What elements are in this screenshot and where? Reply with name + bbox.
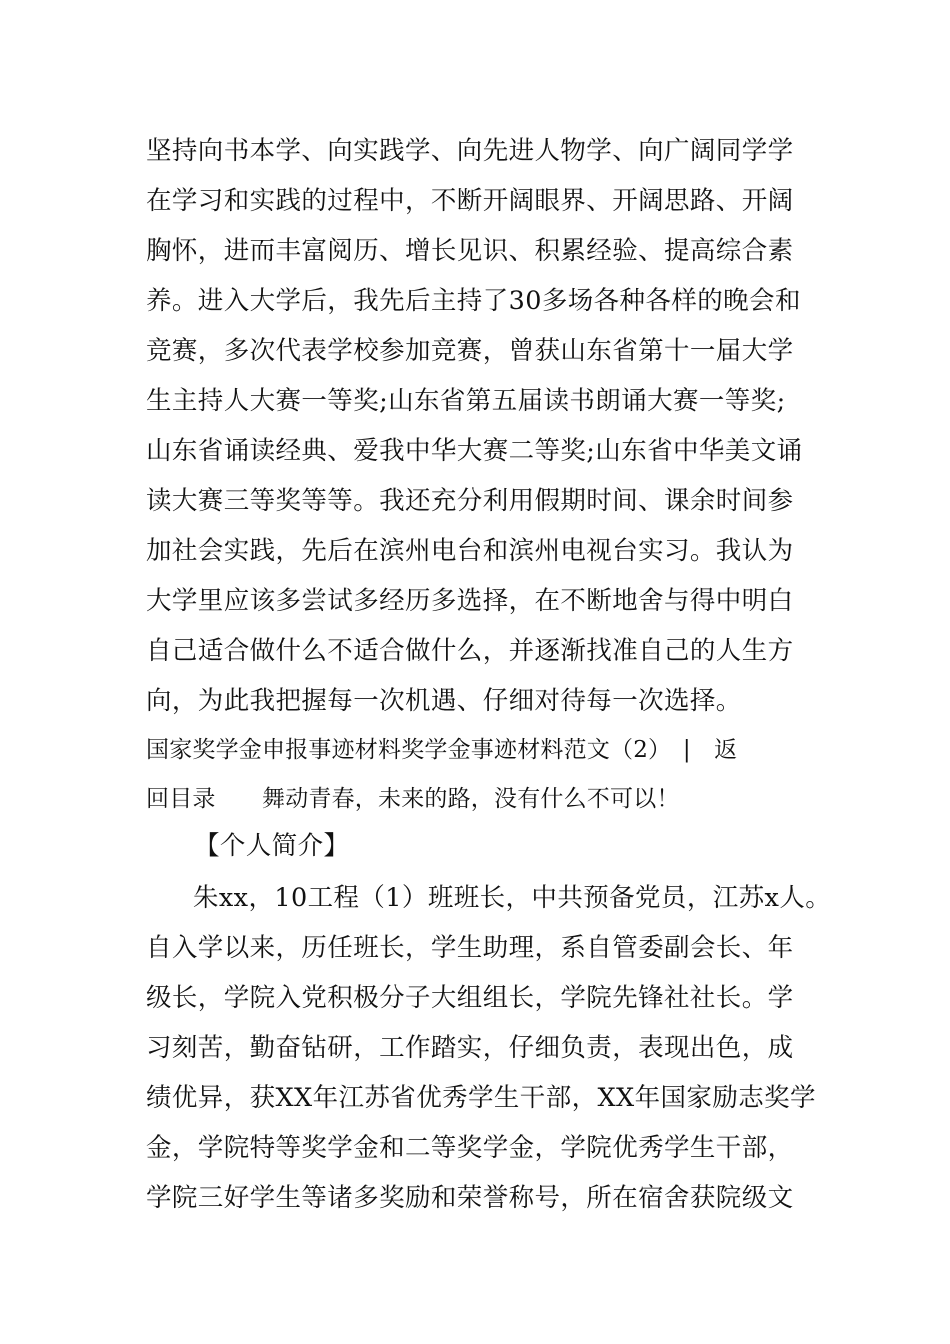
paragraph-line: 坚持向书本学、向实践学、向先进人物学、向广阔同学学 [146, 136, 794, 166]
paragraph-line: 金，学院特等奖学金和二等奖学金，学院优秀学生干部， [146, 1133, 794, 1163]
paragraph-line: 加社会实践，先后在滨州电台和滨州电视台实习。我认为 [146, 536, 794, 566]
article-subtitle: 回目录 舞动青春，未来的路，没有什么不可以！ [146, 786, 680, 812]
paragraph-line: 山东省诵读经典、爱我中华大赛二等奖;山东省中华美文诵 [146, 436, 803, 466]
paragraph-line: 自入学以来，历任班长，学生助理，系自管委副会长、年 [146, 933, 794, 963]
paragraph-line: 读大赛三等奖等等。我还充分利用假期时间、课余时间参 [146, 486, 794, 516]
paragraph-line: 生主持人大赛一等奖;山东省第五届读书朗诵大赛一等奖; [146, 386, 786, 416]
section-title: 【个人简介】 [194, 831, 350, 861]
paragraph-line: 自己适合做什么不适合做什么，并逐渐找准自己的人生方 [146, 636, 794, 666]
paragraph-line: 朱xx，10工程（1）班班长，中共预备党员，江苏x人。 [193, 883, 832, 913]
paragraph-line: 习刻苦，勤奋钻研，工作踏实，仔细负责，表现出色，成 [146, 1033, 794, 1063]
paragraph-line: 养。进入大学后，我先后主持了30多场各种各样的晚会和 [146, 286, 801, 316]
article-heading-link[interactable]: 国家奖学金申报事迹材料奖学金事迹材料范文（2） | 返 [146, 737, 738, 763]
paragraph-line: 学院三好学生等诸多奖励和荣誉称号，所在宿舍获院级文 [146, 1183, 794, 1213]
paragraph-line: 在学习和实践的过程中，不断开阔眼界、开阔思路、开阔 [146, 186, 794, 216]
paragraph-line: 级长，学院入党积极分子大组组长，学院先锋社社长。学 [146, 983, 794, 1013]
paragraph-line: 大学里应该多尝试多经历多选择，在不断地舍与得中明白 [146, 586, 794, 616]
paragraph-line: 绩优异，获XX年江苏省优秀学生干部，XX年国家励志奖学 [146, 1083, 816, 1113]
paragraph-line: 向，为此我把握每一次机遇、仔细对待每一次选择。 [146, 686, 742, 716]
paragraph-line: 胸怀，进而丰富阅历、增长见识、积累经验、提高综合素 [146, 236, 794, 266]
paragraph-line: 竞赛，多次代表学校参加竞赛，曾获山东省第十一届大学 [146, 336, 794, 366]
